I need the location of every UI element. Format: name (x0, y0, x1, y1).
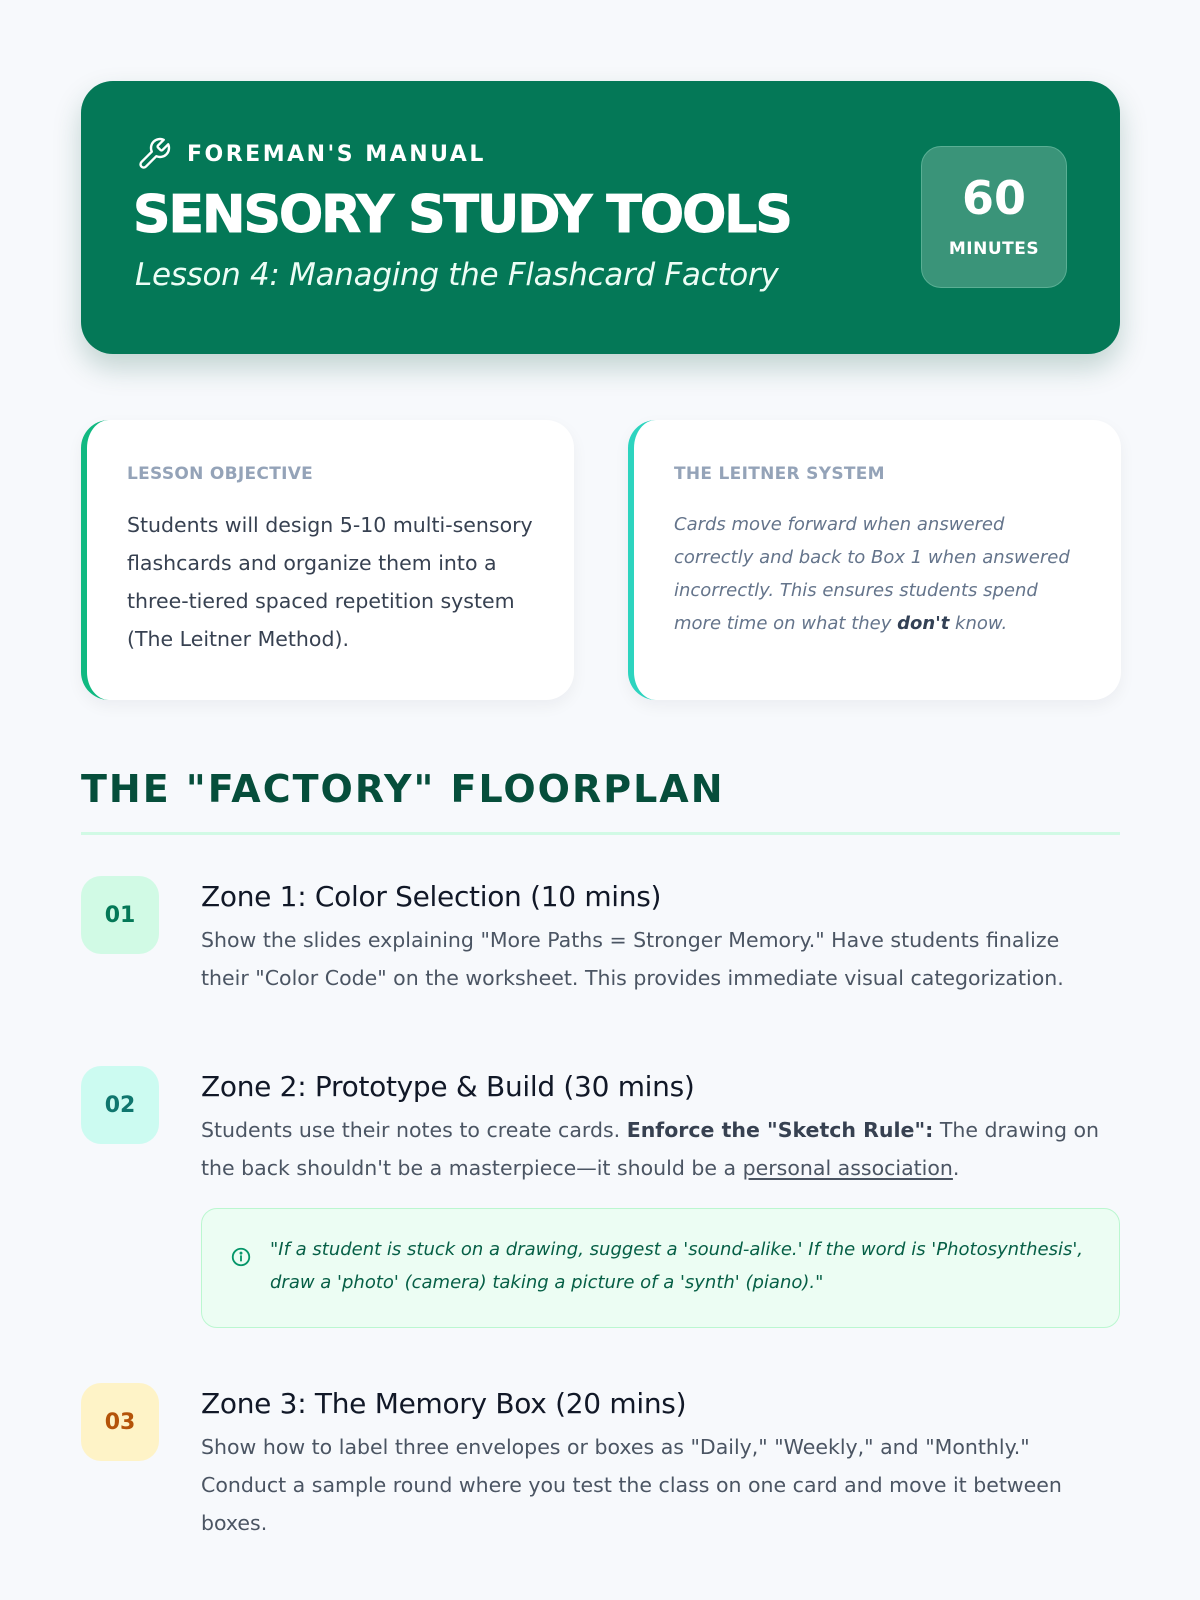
step-number-badge: 01 (81, 876, 159, 954)
section-title: THE "FACTORY" FLOORPLAN (81, 767, 725, 811)
step-description: Show how to label three envelopes or boxes as "Daily," "Weekly," and "Monthly." Conduct a sample round where you test the class on one card and move it between boxes. (201, 1435, 1062, 1535)
personal-association-underline: personal association (742, 1156, 953, 1180)
leitner-label: THE LEITNER SYSTEM (674, 464, 885, 484)
leitner-text-bold: don't (897, 613, 950, 634)
tip-text: "If a student is stuck on a drawing, suggest a 'sound-alike.' If the word is 'Photosynthesis', draw a 'photo' (camera) taking a picture of a 'synth' (piano)." (270, 1239, 1083, 1293)
info-icon (230, 1246, 252, 1268)
step-description: Show the slides explaining "More Paths = Stronger Memory." Have students finalize their "Color Code" on the worksheet. This provides immediate visual categorization. (201, 928, 1064, 990)
step-description (201, 1111, 1106, 1187)
leitner-text (674, 508, 1083, 640)
leitner-card (628, 420, 1121, 700)
objective-text: Students will design 5-10 multi-sensory flashcards and organize them into a three-tiered spaced repetition system (The Leitner Method). (127, 513, 533, 651)
step-text-after: . (952, 1156, 960, 1180)
tip-callout (201, 1208, 1120, 1328)
step-title: Zone 2: Prototype & Build (30 mins) (201, 1070, 695, 1103)
step-text-middle: The drawing on the back shouldn't be a masterpiece—it should be a (201, 1118, 1100, 1180)
step-number-badge: 03 (81, 1383, 159, 1461)
leitner-text-after: know. (949, 613, 1008, 634)
duration-value: 60 (961, 171, 1026, 225)
page-title: SENSORY STUDY TOOLS (133, 185, 791, 245)
page-subtitle: Lesson 4: Managing the Flashcard Factory (135, 257, 779, 293)
eyebrow (135, 136, 486, 172)
step-number-badge: 02 (81, 1066, 159, 1144)
sketch-rule-bold: Enforce the "Sketch Rule": (626, 1118, 934, 1142)
step-title: Zone 3: The Memory Box (20 mins) (201, 1387, 687, 1420)
step-title: Zone 1: Color Selection (10 mins) (201, 880, 662, 913)
lesson-header (81, 81, 1120, 354)
wrench-icon (135, 136, 173, 172)
step-text-before: Students use their notes to create cards. (201, 1118, 627, 1142)
duration-unit: MINUTES (948, 239, 1040, 259)
eyebrow-text: FOREMAN'S MANUAL (187, 141, 486, 167)
objective-card (81, 420, 574, 700)
duration-badge (921, 146, 1067, 288)
objective-label: LESSON OBJECTIVE (127, 464, 314, 484)
leitner-text-before: Cards move forward when answered correctly and back to Box 1 when answered incorrectly. This ensures students spend more time on what they (674, 514, 1070, 634)
section-divider (81, 832, 1120, 835)
